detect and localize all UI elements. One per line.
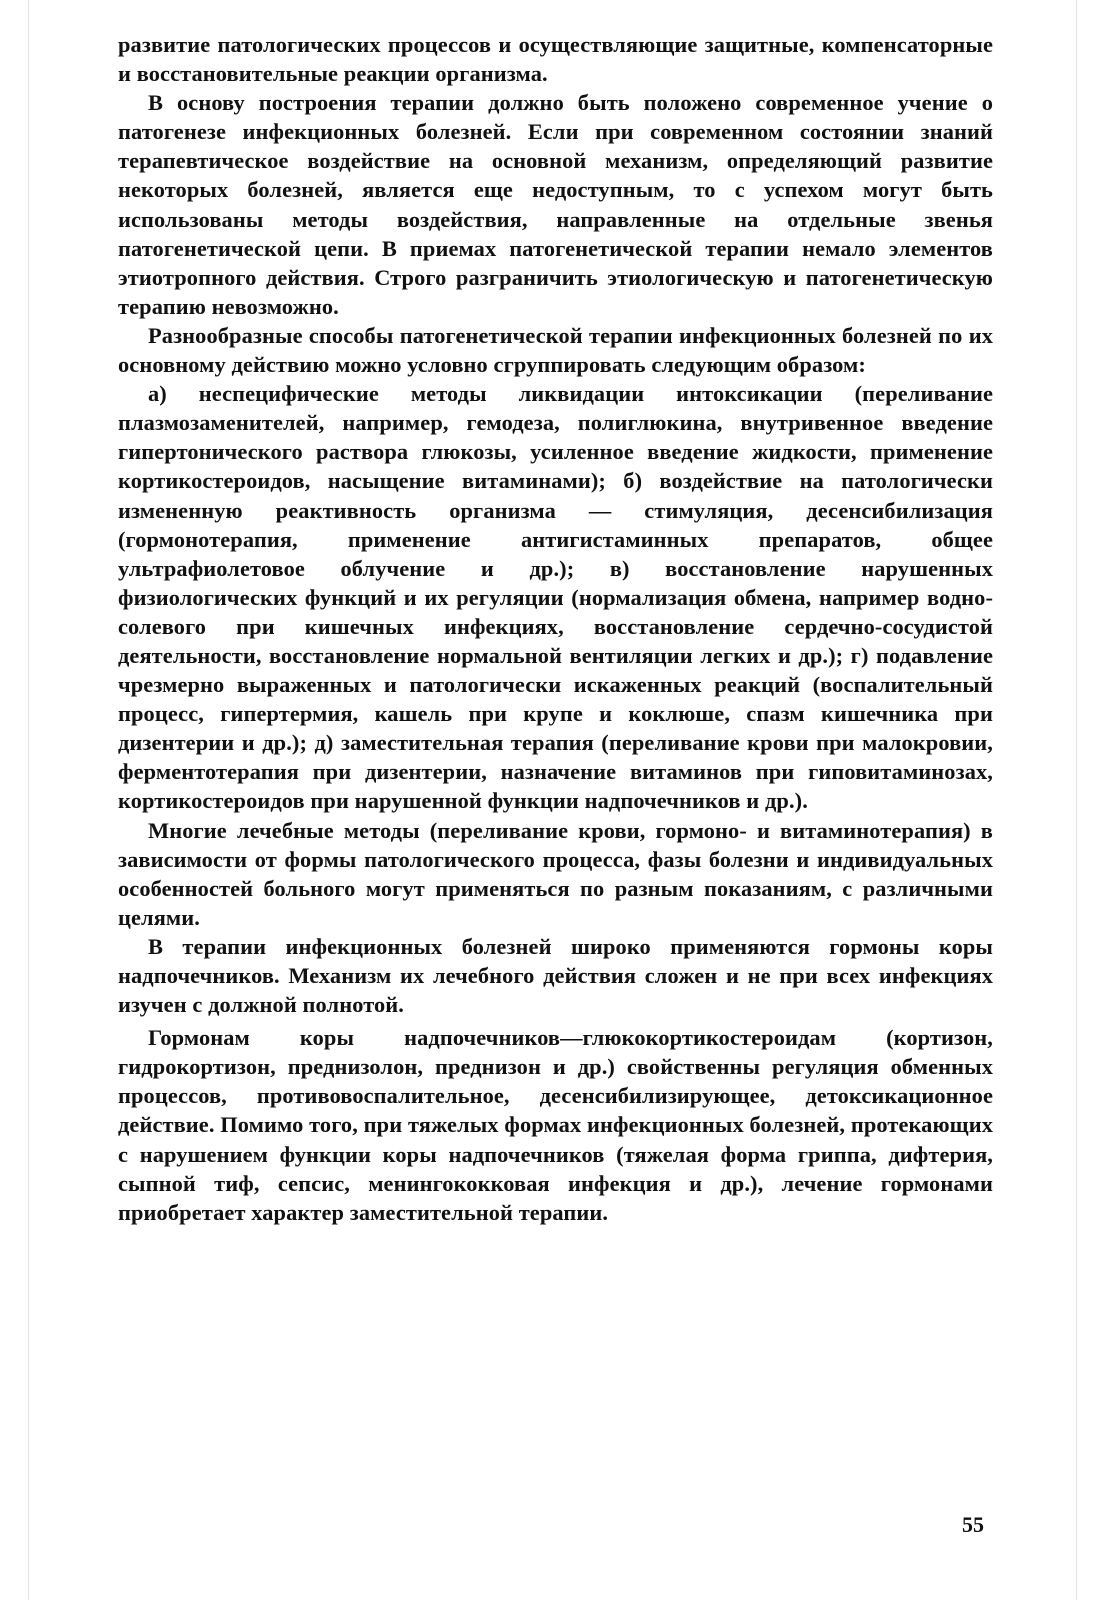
paragraph-continuation: развитие патологических процессов и осуществляющие защитные, компенсаторные и восстановительные реакции организма. bbox=[118, 32, 993, 87]
body-text bbox=[118, 30, 993, 1227]
paragraph-therapy-basis: В основу построения терапии должно быть положено современное учение о патогенезе инфекционных болезней. Если при современном состоянии знаний терапевтическое воздействие на основной механизм, определяющий развитие некоторых болезней, является еще недоступным, то с успехом могут быть использованы методы воздействия, направленные на отдельные звенья патогенетической цепи. В приемах патогенетической терапии немало элементов этиотропного действия. Строго разграничить этиологическую и патогенетическую терапию невозможно. bbox=[118, 90, 993, 319]
page-edge-left bbox=[28, 0, 29, 1600]
paragraph-glucocorticoids: Гормонам коры надпочечников—глюкокортикостероидам (кортизон, гидрокортизон, преднизолон, преднизон и др.) свойственны регуляция обменных процессов, противовоспалительное, десенсибилизирующее, детоксикационное действие. Помимо того, при тяжелых формах инфекционных болезней, протекающих с нарушением функции коры надпочечников (тяжелая форма гриппа, дифтерия, сыпной тиф, сепсис, менингококковая инфекция и др.), лечение гормонами приобретает характер заместительной терапии. bbox=[118, 1025, 993, 1225]
paragraph-adrenal-hormones: В терапии инфекционных болезней широко применяются гормоны коры надпочечников. Механизм их лечебного действия сложен и не при всех инфекциях изучен с должной полнотой. bbox=[118, 933, 993, 1018]
paragraph-methods-list: а) неспецифические методы ликвидации интоксикации (переливание плазмозаменителей, например, гемодеза, полиглюкина, внутривенное введение гипертонического раствора глюкозы, усиленное введение жидкости, применение кортикостероидов, насыщение витаминами); б) воздействие на патологически измененную реактивность организма — стимуляция, десенсибилизация (гормонотерапия, применение антигистаминных препаратов, общее ультрафиолетовое облучение и др.); в) восстановление нарушенных физиологических функций и их регуляции (нормализация обмена, например водно-солевого при кишечных инфекциях, восстановление сердечно-сосудистой деятельности, восстановление нормальной вентиляции легких и др.); г) подавление чрезмерно выраженных и патологически искаженных реакций (воспалительный процесс, гипертермия, кашель при крупе и коклюше, спазм кишечника при дизентерии и др.); д) заместительная терапия (переливание крови при малокровии, ферментотерапия при дизентерии, назначение витаминов при гиповитаминозах, кортикостероидов при нарушенной функции надпочечников и др.). bbox=[118, 381, 993, 814]
page-edge-right bbox=[1076, 0, 1077, 1600]
paragraph-methods-intro: Разнообразные способы патогенетической терапии инфекционных болезней по их основному действию можно условно сгруппировать следующим образом: bbox=[118, 322, 993, 378]
page-number: 55 bbox=[962, 1512, 984, 1537]
paragraph-treatment-methods: Многие лечебные методы (переливание крови, гормоно- и витаминотерапия) в зависимости от формы патологического процесса, фазы болезни и индивидуальных особенностей больного могут применяться по разным показаниям, с различными целями. bbox=[118, 817, 993, 930]
